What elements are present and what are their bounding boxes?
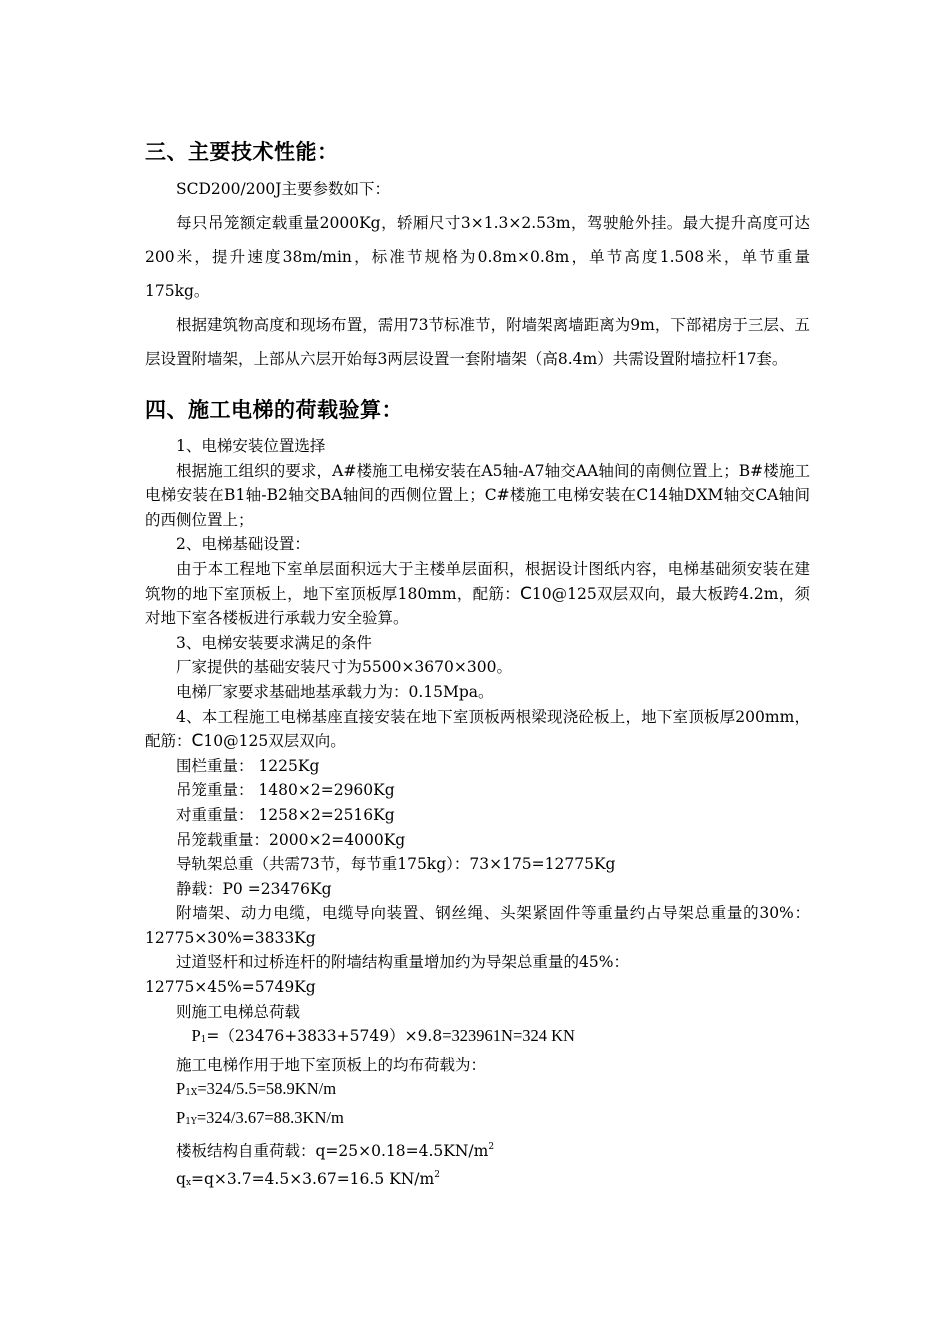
p1-subscript: 1	[200, 1035, 207, 1046]
p1y-symbol: P	[176, 1108, 186, 1128]
p1y-expression: =324/3.67=88.3KN/m	[196, 1108, 344, 1128]
distributed-load-title: 施工电梯作用于地下室顶板上的均布荷载为：	[176, 1055, 487, 1074]
item-3-line-1: 厂家提供的基础安装尺寸为5500×3670×300。	[176, 658, 512, 677]
p1-result: =323961N=324 KN	[442, 1026, 575, 1046]
weight-cage-load: 吊笼载重量：2000×2=4000Kg	[176, 830, 406, 849]
self-weight-text: 楼板结构自重荷载：q=25×0.18=4.5KN/m	[176, 1141, 489, 1160]
item-4-body-a: 4、本工程施工电梯基座直接安装在地下室顶板两根梁现浇砼板上，地下室顶板厚200mm，配筋：	[145, 707, 810, 751]
p1y-subscript: 1Y	[185, 1117, 197, 1128]
section-3-params: 每只吊笼额定载重量2000Kg，轿厢尺寸3×1.3×2.53m，驾驶舱外挂。最大提升高度可达200米，提升速度38m/min，标准节规格为0.8m×0.8m，单节高度1.508米，单节重量175kg。	[145, 214, 810, 300]
self-weight-superscript: 2	[488, 1141, 495, 1152]
qx-subscript: x	[185, 1178, 192, 1189]
item-2-body	[145, 557, 810, 631]
section-3-heading: 三、主要技术性能：	[145, 140, 339, 164]
weight-guide-rail: 导轨架总重（共需73节，每节重175kg）：73×175=12775Kg	[176, 855, 616, 874]
total-load-formula	[145, 1024, 810, 1053]
item-3-line-2: 电梯厂家要求基础地基承载力为：0.15Mpa。	[176, 682, 494, 701]
rebar-symbol: C	[520, 583, 532, 604]
weight-counterweight: 对重重量： 1258×2=2516Kg	[176, 805, 395, 824]
item-2-body-b: 10@125双层双向，最大板跨4.2m，须对地下室各楼板进行承载力安全验算。	[145, 584, 810, 628]
qx-expression: =q×3.7=4.5×3.67=16.5 KN/m	[191, 1170, 435, 1189]
total-load-title: 则施工电梯总荷载	[176, 1002, 301, 1021]
item-2-title: 2、电梯基础设置：	[176, 535, 310, 554]
p1y-formula	[145, 1106, 810, 1135]
section-4-heading: 四、施工电梯的荷载验算：	[145, 398, 403, 422]
document-content	[145, 132, 810, 1196]
p1x-formula	[145, 1077, 810, 1106]
p1x-symbol: P	[176, 1079, 186, 1099]
section-3-intro: SCD200/200J主要参数如下：	[176, 180, 391, 198]
p1x-subscript: 1X	[185, 1088, 198, 1099]
p1-symbol: P	[191, 1026, 201, 1046]
p1x-expression: =324/5.5=58.9KN/m	[197, 1079, 337, 1099]
qx-symbol: q	[176, 1170, 186, 1189]
section-3-layout: 根据建筑物高度和现场布置，需用73节标准节，附墙架离墙距离为9m，下部裙房于三层、五层设置附墙架，上部从六层开始每3两层设置一套附墙架（高8.4m）共需设置附墙拉杆17套。	[145, 316, 810, 368]
weight-wall-ties: 附墙架、动力电缆，电缆导向装置、钢丝绳、头架紧固件等重量约占导架总重量的30%： 12775×30%=3833Kg	[145, 904, 810, 947]
item-2-body-a: 由于本工程地下室单层面积远大于主楼单层面积，根据设计图纸内容，电梯基础须安装在建筑物的地下室顶板上，地下室顶板厚180mm，配筋：	[145, 559, 810, 603]
weight-bridge-note: 过道竖杆和过桥连杆的附墙结构重量增加约为导架总重量的45%：	[176, 953, 629, 972]
item-4-body-b: 10@125双层双向。	[203, 732, 346, 751]
static-load: 静载：P0 =23476Kg	[176, 879, 332, 898]
item-1-title: 1、电梯安装位置选择	[176, 437, 326, 455]
item-1-body: 根据施工组织的要求，A#楼施工电梯安装在A5轴-A7轴交AA轴间的南侧位置上；B#楼施工电梯安装在B1轴-B2轴交BA轴间的西侧位置上；C#楼施工电梯安装在C14轴DXM轴交CA轴间的西侧位置上；	[145, 461, 810, 529]
weight-cage: 吊笼重量： 1480×2=2960Kg	[176, 781, 395, 800]
rebar-symbol: C	[191, 731, 204, 752]
weight-railing: 围栏重量： 1225Kg	[176, 756, 320, 775]
qx-superscript: 2	[434, 1170, 440, 1181]
item-4-body	[145, 705, 810, 754]
section-4	[145, 390, 810, 1196]
weight-bridge-value: 12775×45%=5749Kg	[145, 978, 316, 997]
p1-expression: =（23476+3833+5749）×9.8	[206, 1027, 443, 1046]
item-3-title: 3、电梯安装要求满足的条件	[176, 633, 372, 652]
qx-formula	[145, 1163, 810, 1196]
self-weight-load	[145, 1135, 810, 1164]
section-3	[145, 132, 810, 376]
